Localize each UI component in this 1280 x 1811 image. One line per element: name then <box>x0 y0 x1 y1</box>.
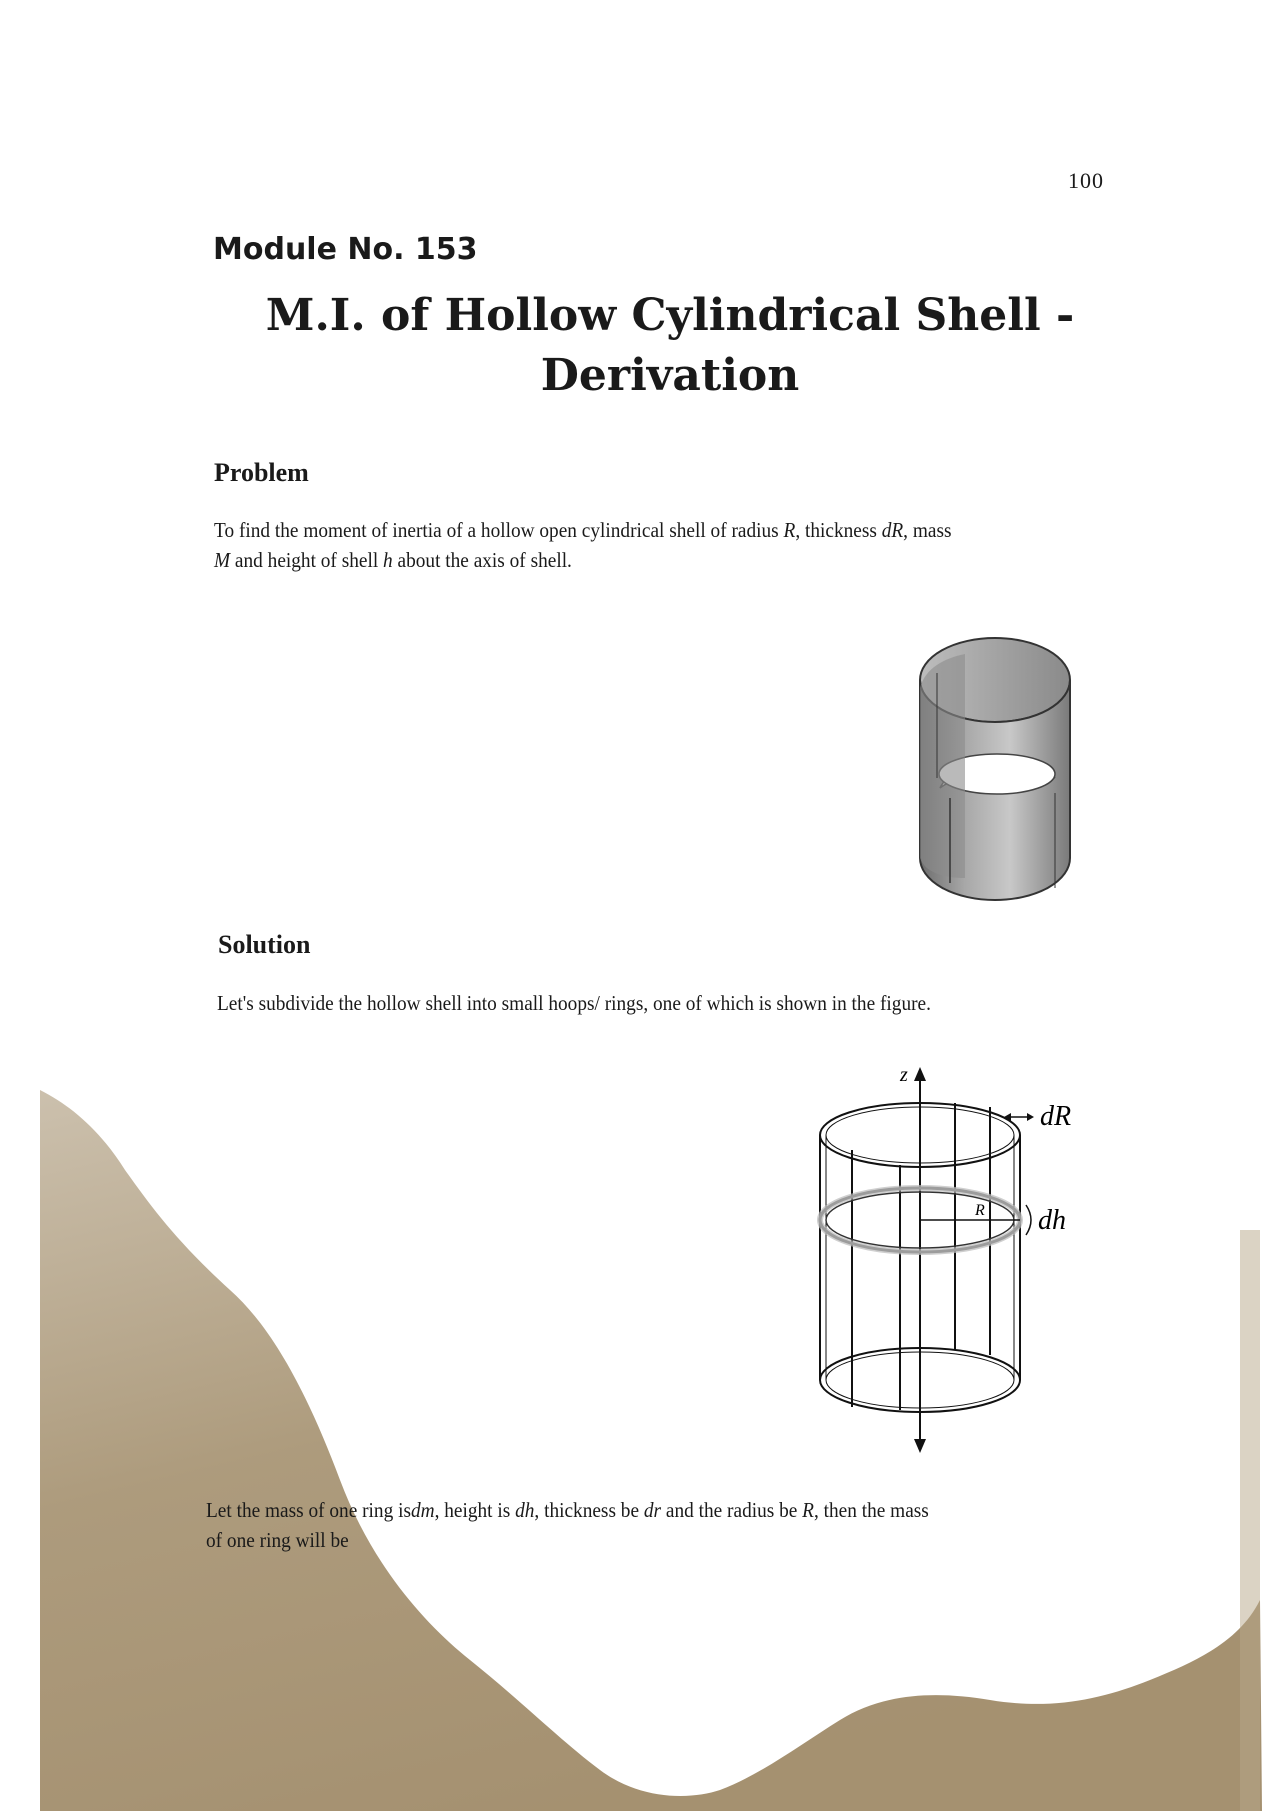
label-R: R <box>975 1202 985 1219</box>
hollow-cylinder-figure <box>905 628 1085 918</box>
page-number: 100 <box>1068 168 1104 193</box>
solution-heading: Solution <box>218 930 311 959</box>
solution-text-2: Let the mass of one ring isdm, height is dh, thickness be dr and the radius be R, then the mass of one ring will be <box>206 1498 929 1552</box>
label-dR: dR <box>1040 1101 1072 1132</box>
problem-heading: Problem <box>214 458 309 487</box>
page-title <box>0 286 1280 406</box>
title-line-1: M.I. of Hollow Cylindrical Shell - <box>265 290 1075 341</box>
label-dh: dh <box>1038 1205 1066 1236</box>
problem-text: To find the moment of inertia of a hollow open cylindrical shell of radius R, thickness dR, mass M and height of shell h about the axis of shell. <box>214 518 952 572</box>
ring-subdivision-figure <box>790 1055 1090 1455</box>
solution-text: Let's subdivide the hollow shell into small hoops/ rings, one of which is shown in the figure. <box>217 991 931 1015</box>
axis-label-z: z <box>900 1064 908 1086</box>
module-number: Module No. 153 <box>213 232 478 267</box>
title-line-2: Derivation <box>540 350 800 401</box>
